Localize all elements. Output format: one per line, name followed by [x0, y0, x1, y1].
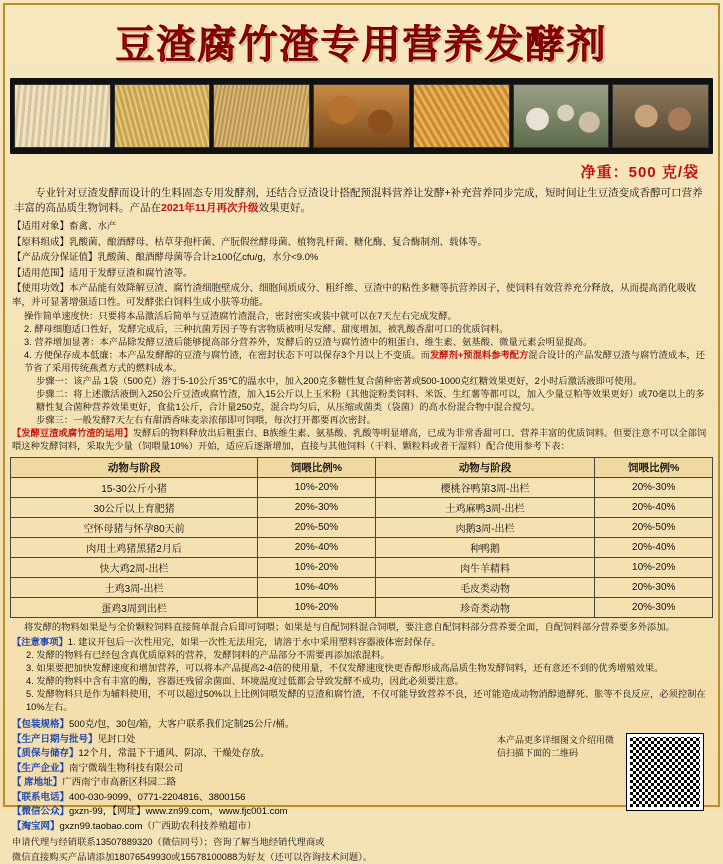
usage-bullet-3: 3. 营养增加显著：本产品除发酵豆渣后能够提高部分营养外，发酵后的豆渣与腐竹渣中的粗蛋白、维生素、氨基酸、微量元素会明显提高。 [24, 337, 593, 347]
spec-text-scope: 适用于发酵豆渣和腐竹渣等。 [69, 267, 193, 279]
info-line-package [12, 718, 711, 733]
info-text-batch: 见封口处 [97, 733, 136, 745]
table-row [11, 498, 713, 518]
procedure-text-1: 该产品 1袋（500克）溶于5-10公斤35℃的温水中，加入200克多糖性复合菌种密著或500-1000克红糖效果更好，2小时后激活液即可使用。 [73, 376, 643, 386]
table-header-animal-1: 动物与阶段 [11, 458, 258, 478]
info-label-package: 【包装规格】 [12, 719, 70, 730]
dosage-table [10, 457, 713, 618]
cell-ratio-right: 20%-30% [595, 578, 713, 598]
method-highlight: 发酵剂+预混料参考配方 [429, 350, 529, 360]
cell-animal-right: 种鸭鹅 [375, 538, 595, 558]
agent-contact-line-2: 微信直接购买产品请添加18076549930或15578100088为好友（还可以咨询技术问题）。 [12, 852, 373, 862]
intro-part2: 效果更好。 [258, 202, 311, 214]
cell-animal-left: 土鸡3周-出栏 [11, 578, 258, 598]
cell-animal-right: 珍奇类动物 [375, 598, 595, 618]
warning-block [10, 427, 713, 453]
cell-animal-right: 毛皮类动物 [375, 578, 595, 598]
info-text-taobao: gxzn99.taobao.com（广西助农科技养殖超市） [59, 820, 257, 832]
spec-label-ingredients: 【原料组成】 [12, 236, 70, 248]
info-label-manufacturer: 【生产企业】 [12, 762, 70, 774]
table-row [11, 538, 713, 558]
qr-instruction-text: 本产品更多详细图文介绍用微信扫描下面的二维码 [497, 735, 615, 758]
cell-ratio-right: 20%-30% [595, 478, 713, 498]
cell-ratio-right: 20%-30% [595, 598, 713, 618]
notes-item-4-line: 4. 发酵的物料中含有丰富的酶，容器还残留余菌面、环境温度过低都会导致发酵不成功，因此必须要注意。 [26, 676, 464, 686]
info-label-wechat: 【微信公众】 [12, 806, 70, 817]
info-line-phone [12, 791, 711, 806]
table-row [11, 578, 713, 598]
photo-filmstrip [10, 78, 713, 154]
cell-ratio-left: 20%-30% [258, 498, 376, 518]
procedure-label-2: 步骤二 [36, 389, 64, 399]
usage-label: 【使用功效】 [12, 283, 70, 294]
info-text-phone: 400-030-9099、0771-2204816、3800156 [69, 791, 246, 803]
cell-ratio-right: 20%-40% [595, 498, 713, 518]
spec-label-target: 【适用对象】 [12, 221, 70, 232]
notes-label: 【注意事项】 [12, 637, 68, 647]
cell-animal-right: 土鸡麻鸭3周-出栏 [375, 498, 595, 518]
cell-ratio-left: 10%-20% [258, 598, 376, 618]
notes-item-5-line: 5. 发酵物料只是作为辅料使用，不可以超过50%以上比例饲喂发酵的豆渣和腐竹渣，不仅可能导致营养不良，还可能造成动物消醇遗酵死、胀等不良反应，必须控制在10%左右。 [26, 689, 706, 712]
cell-ratio-left: 10%-40% [258, 578, 376, 598]
cell-animal-left: 30公斤以上育肥猪 [11, 498, 258, 518]
photo-frame-5 [413, 84, 510, 148]
spec-row-guarantee [10, 250, 713, 266]
table-row [11, 558, 713, 578]
cell-animal-left: 蛋鸡3周到出栏 [11, 598, 258, 618]
cell-animal-left: 肉用土鸡猪黑猪2月后 [11, 538, 258, 558]
spec-label-guarantee: 【产品成分保证值】 [12, 252, 98, 263]
notes-item-2-line: 2. 发酵的物料有已经包含真优质原料的营养，发酵饲料的产品部分不需要再添加浓混料。 [26, 650, 390, 660]
info-line-taobao [12, 820, 711, 835]
procedure-label-1: 步骤一 [36, 376, 64, 386]
info-label-phone: 【联系电话】 [12, 791, 70, 803]
photo-frame-6 [513, 84, 610, 148]
spec-label-scope: 【适用范围】 [12, 267, 70, 279]
method-block [10, 349, 713, 375]
table-row [11, 478, 713, 498]
net-weight: 净重：500 克/袋 [580, 164, 699, 181]
info-text-wechat: gxzn-99，【网址】www.zn99.com，www.fjc001.com [69, 806, 288, 817]
procedure-step-2: 步骤二：将上述激活液倒入250公斤豆渣或腐竹渣，加入15公斤以上玉米粉（其他淀粉类饲料、米饭、生红薯等都可以，加入少量豆粕等效果更好）或70毫以上的多糖性复合菌种营养效果更好，食盐1公斤，合计量250克，混合均匀后，从压缩或菌类（袋菌）的高水份混合物中混合搅匀。 [36, 389, 705, 412]
info-label-taobao: 【淘宝网】 [12, 820, 60, 832]
info-label-batch: 【生产日期与批号】 [12, 733, 98, 745]
warning-label: 【发酵豆渣或腐竹渣的运用】 [12, 428, 133, 438]
spec-row-ingredients [10, 235, 713, 251]
warning-text: 发酵后的物料释放出后粗蛋白、B族维生素、氨基酸、乳酸等明显增高，已成为非常香甜可口、营养丰富的优质饲料。但要注意不可以全部饲喂这种发酵饲料，采取先少量（饲喂量10%）开始，适应后逐渐增加，直接与其他饲料（干料、颗粒料或者干湿料）配合使用参考下表： [12, 428, 707, 451]
photo-frame-7 [612, 84, 709, 148]
table-header-ratio-2: 饲喂比例% [595, 458, 713, 478]
notes-label-line [12, 636, 711, 649]
intro-highlight: 2021年11月再次升级 [161, 202, 259, 214]
info-label-address: 【 席地址】 [12, 777, 63, 788]
procedure-step-1: 步骤一：该产品 1袋（500克）溶于5-10公斤35℃的温水中，加入200克多糖性复合菌种密著或500-1000克红糖效果更好，2小时后激活液即可使用。 [36, 376, 643, 386]
cell-ratio-left: 10%-20% [258, 478, 376, 498]
usage-block [10, 281, 713, 310]
info-line-address [12, 776, 711, 791]
spec-text-ingredients: 乳酸菌、酿酒酵母、枯草芽孢杆菌、产朊假丝酵母菌、植物乳杆菌、糖化酶、复合酶制剂、载体等。 [69, 236, 488, 248]
photo-frame-3 [213, 84, 310, 148]
info-line-wechat [12, 805, 711, 820]
procedure-label-3: 步骤三 [36, 415, 64, 425]
page-title: 豆渣腐竹渣专用营养发酵剂 [115, 23, 608, 68]
spec-row-target [10, 219, 713, 235]
qr-code-block [627, 734, 701, 812]
photo-frame-2 [114, 84, 211, 148]
notes-item-3-line: 3. 如果要把加快发酵速度和增加营养，可以将本产品提高2-4倍的使用量，不仅发酵速度快更香醇形成高品质生物发酵饲料，还有意还不到的优秀增殖效果。 [26, 663, 664, 673]
cell-animal-right: 肉牛羊精料 [375, 558, 595, 578]
usage-step-head: 操作简单速度快：只要将本品激活后简单与豆渣腐竹渣混合，密封密实或装中就可以在7天左右完成发酵。 [24, 311, 457, 321]
info-text-address: 广西南宁市高新区科园二路 [62, 777, 177, 788]
intro-part1: 专业针对豆渣发酵而设计的生料固态专用发酵剂，还结合豆渣设计搭配预混料营养让发酵+补充营养同步完成，短时间让生豆渣变成香醇可口营养丰富的高品质生物饲料。产品在 [14, 187, 703, 214]
spec-row-scope [10, 266, 713, 282]
cell-animal-left: 快大鸡2周-出栏 [11, 558, 258, 578]
after-table-text: 将发酵的物料如果是与全价颗粒饲料直接简单混合后即可饲喂；如果是与自配饲料混合饲喂，要注意自配饲料部分营养要全面，自配饲料部分营养要多外添加。 [24, 622, 675, 632]
cell-ratio-right: 20%-50% [595, 518, 713, 538]
spec-text-guarantee: 乳酸菌、酿酒酵母菌等合计≥100亿cfu/g，水分<9.0% [97, 252, 319, 263]
table-row [11, 518, 713, 538]
procedure-text-2: 将上述激活液倒入250公斤豆渣或腐竹渣，加入15公斤以上玉米粉（其他淀粉类饲料、米饭、生红薯等都可以，加入少量豆粕等效果更好）或70毫以上的多糖性复合菌种营养效果更好，食盐1公斤，合计量250克，混合均匀后，从压缩或菌类（袋菌）的高水份混合物中混合搅匀。 [36, 389, 705, 412]
title-block [10, 6, 713, 72]
cell-ratio-right: 20%-40% [595, 538, 713, 558]
spec-text-target: 畜禽、水产 [69, 221, 117, 232]
cell-ratio-left: 20%-50% [258, 518, 376, 538]
info-text-storage: 12个月，常温下干通风、阴凉、干燥处存放。 [78, 748, 270, 759]
method-tail: 混合设计的产品发酵豆渣与腐竹渣成本，还节省了采用传统燕煮方式的燃料成本。 [24, 350, 706, 373]
bottom-info-block [10, 718, 713, 834]
cell-animal-right: 樱桃谷鸭第3周-出栏 [375, 478, 595, 498]
qr-code-icon [627, 734, 703, 810]
table-header-animal-2: 动物与阶段 [375, 458, 595, 478]
cell-ratio-left: 10%-20% [258, 558, 376, 578]
info-label-storage: 【质保与储存】 [12, 748, 79, 759]
usage-text: 本产品能有效降解豆渣、腐竹渣细胞壁成分、细胞间质成分、粗纤维、豆渣中的粘性多糖等抗营养因子，使饲料有效营养充分释放，从而提高消化吸收率，并可显著增强适口性。可发酵张白饲料生成小肤等功能。 [12, 283, 697, 308]
photo-frame-4 [313, 84, 410, 148]
table-row [11, 598, 713, 618]
method-head: 4. 方便保存成本低廉：本产品发酵醇的豆渣与腐竹渣，在密封状态下可以保存3个月以上不变质。而 [24, 350, 430, 360]
cell-animal-left: 15-30公斤小猪 [11, 478, 258, 498]
info-text-manufacturer: 南宁微瑞生物科技有限公司 [69, 762, 184, 774]
procedure-text-3: 一般发酵7天左右有甜酒香味麦亲浓郁即可饲喂，每次打开都要再次密封。 [73, 415, 376, 425]
cell-ratio-left: 20%-40% [258, 538, 376, 558]
usage-bullet-2: 2. 酵母细胞适口性好，发酵完成后，三种抗菌芳因子等有害物质被明尽发酵、甜度增加，被乳酸香甜可口的优质饲料。 [24, 324, 509, 334]
agent-contact-line-1: 申请代理与经销联系13507889320（微信同号）；咨询了解当地经销代理商或 [12, 837, 325, 847]
cell-animal-left: 空怀母猪与怀孕80天前 [11, 518, 258, 538]
notes-item-1: 1. 建议开包后一次性用完，如果一次性无法用完，请溶于水中采用塑料容器液体密封保存。 [67, 637, 441, 647]
procedure-step-3: 步骤三：一般发酵7天左右有甜酒香味麦亲浓郁即可饲喂，每次打开都要再次密封。 [36, 415, 376, 425]
table-header-row [11, 458, 713, 478]
info-line-manufacturer [12, 762, 711, 777]
info-text-package: 500克/包，30包/箱，大客户联系我们定制25公斤/桶。 [69, 719, 295, 730]
cell-ratio-right: 10%-20% [595, 558, 713, 578]
notes-block [10, 634, 713, 714]
photo-frame-1 [14, 84, 111, 148]
intro-paragraph [10, 186, 713, 219]
table-header-ratio-1: 饲喂比例% [258, 458, 376, 478]
cell-animal-right: 肉鹅3周-出栏 [375, 518, 595, 538]
